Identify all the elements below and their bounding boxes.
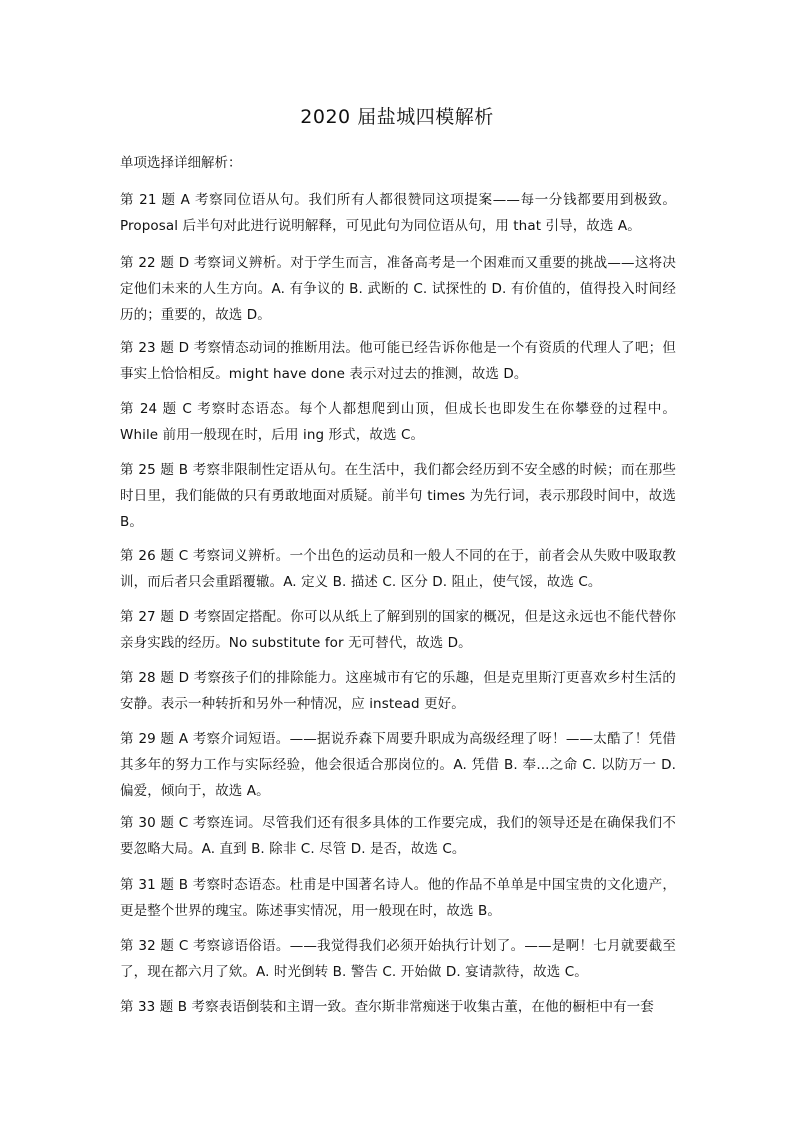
question-29-explanation: 第 29 题 A 考察介词短语。——据说乔森下周要升职成为高级经理了呀！——太酷了！凭借其多年的努力工作与实际经验，他会很适合那岗位的。A. 凭借 B. 奉...之命 C. 以防万一 D. 偏爱，倾向于，故选 A。 (120, 731, 676, 799)
question-30-explanation: 第 30 题 C 考察连词。尽管我们还有很多具体的工作要完成，我们的领导还是在确保我们不要忽略大局。A. 直到 B. 除非 C. 尽管 D. 是否，故选 C。 (120, 815, 676, 857)
question-26-explanation: 第 26 题 C 考察词义辨析。一个出色的运动员和一般人不同的在于，前者会从失败中吸取教训，而后者只会重蹈覆辙。A. 定义 B. 描述 C. 区分 D. 阻止，使气馁，故选 C。 (120, 548, 676, 590)
question-24-explanation: 第 24 题 C 考察时态语态。每个人都想爬到山顶，但成长也即发生在你攀登的过程中。While 前用一般现在时，后用 ing 形式，故选 C。 (120, 401, 676, 443)
question-22-explanation: 第 22 题 D 考察词义辨析。对于学生而言，准备高考是一个困难而又重要的挑战——这将决定他们未来的人生方向。A. 有争议的 B. 武断的 C. 试探性的 D. 有价值的，值得投入时间经历的；重要的，故选 D。 (120, 255, 676, 323)
question-21-explanation: 第 21 题 A 考察同位语从句。我们所有人都很赞同这项提案——每一分钱都要用到极致。Proposal 后半句对此进行说明解释，可见此句为同位语从句，用 that 引导，故选 A。 (120, 192, 676, 234)
question-28-explanation: 第 28 题 D 考察孩子们的排除能力。这座城市有它的乐趣，但是克里斯汀更喜欢乡村生活的安静。表示一种转折和另外一种情况，应 instead 更好。 (120, 670, 676, 712)
question-25-explanation: 第 25 题 B 考察非限制性定语从句。在生活中，我们都会经历到不安全感的时候；而在那些时日里，我们能做的只有勇敢地面对质疑。前半句 times 为先行词，表示那段时间中，故选 B。 (120, 462, 676, 530)
section-heading: 单项选择详细解析： (120, 155, 242, 171)
question-32-explanation: 第 32 题 C 考察谚语俗语。——我觉得我们必须开始执行计划了。——是啊！七月就要截至了，现在都六月了欸。A. 时光倒转 B. 警告 C. 开始做 D. 宴请款待，故选 C。 (120, 938, 676, 980)
question-31-explanation: 第 31 题 B 考察时态语态。杜甫是中国著名诗人。他的作品不单单是中国宝贵的文化遗产，更是整个世界的瑰宝。陈述事实情况，用一般现在时，故选 B。 (120, 877, 676, 919)
document-title: 2020 届盐城四模解析 (300, 106, 494, 128)
question-27-explanation: 第 27 题 D 考察固定搭配。你可以从纸上了解到别的国家的概况，但是这永远也不能代替你亲身实践的经历。No substitute for 无可替代，故选 D。 (120, 609, 676, 651)
question-23-explanation: 第 23 题 D 考察情态动词的推断用法。他可能已经告诉你他是一个有资质的代理人了吧；但事实上恰恰相反。might have done 表示对过去的推测，故选 D。 (120, 340, 676, 382)
question-33-explanation: 第 33 题 B 考察表语倒装和主谓一致。查尔斯非常痴迷于收集古董，在他的橱柜中有一套 (120, 999, 654, 1015)
